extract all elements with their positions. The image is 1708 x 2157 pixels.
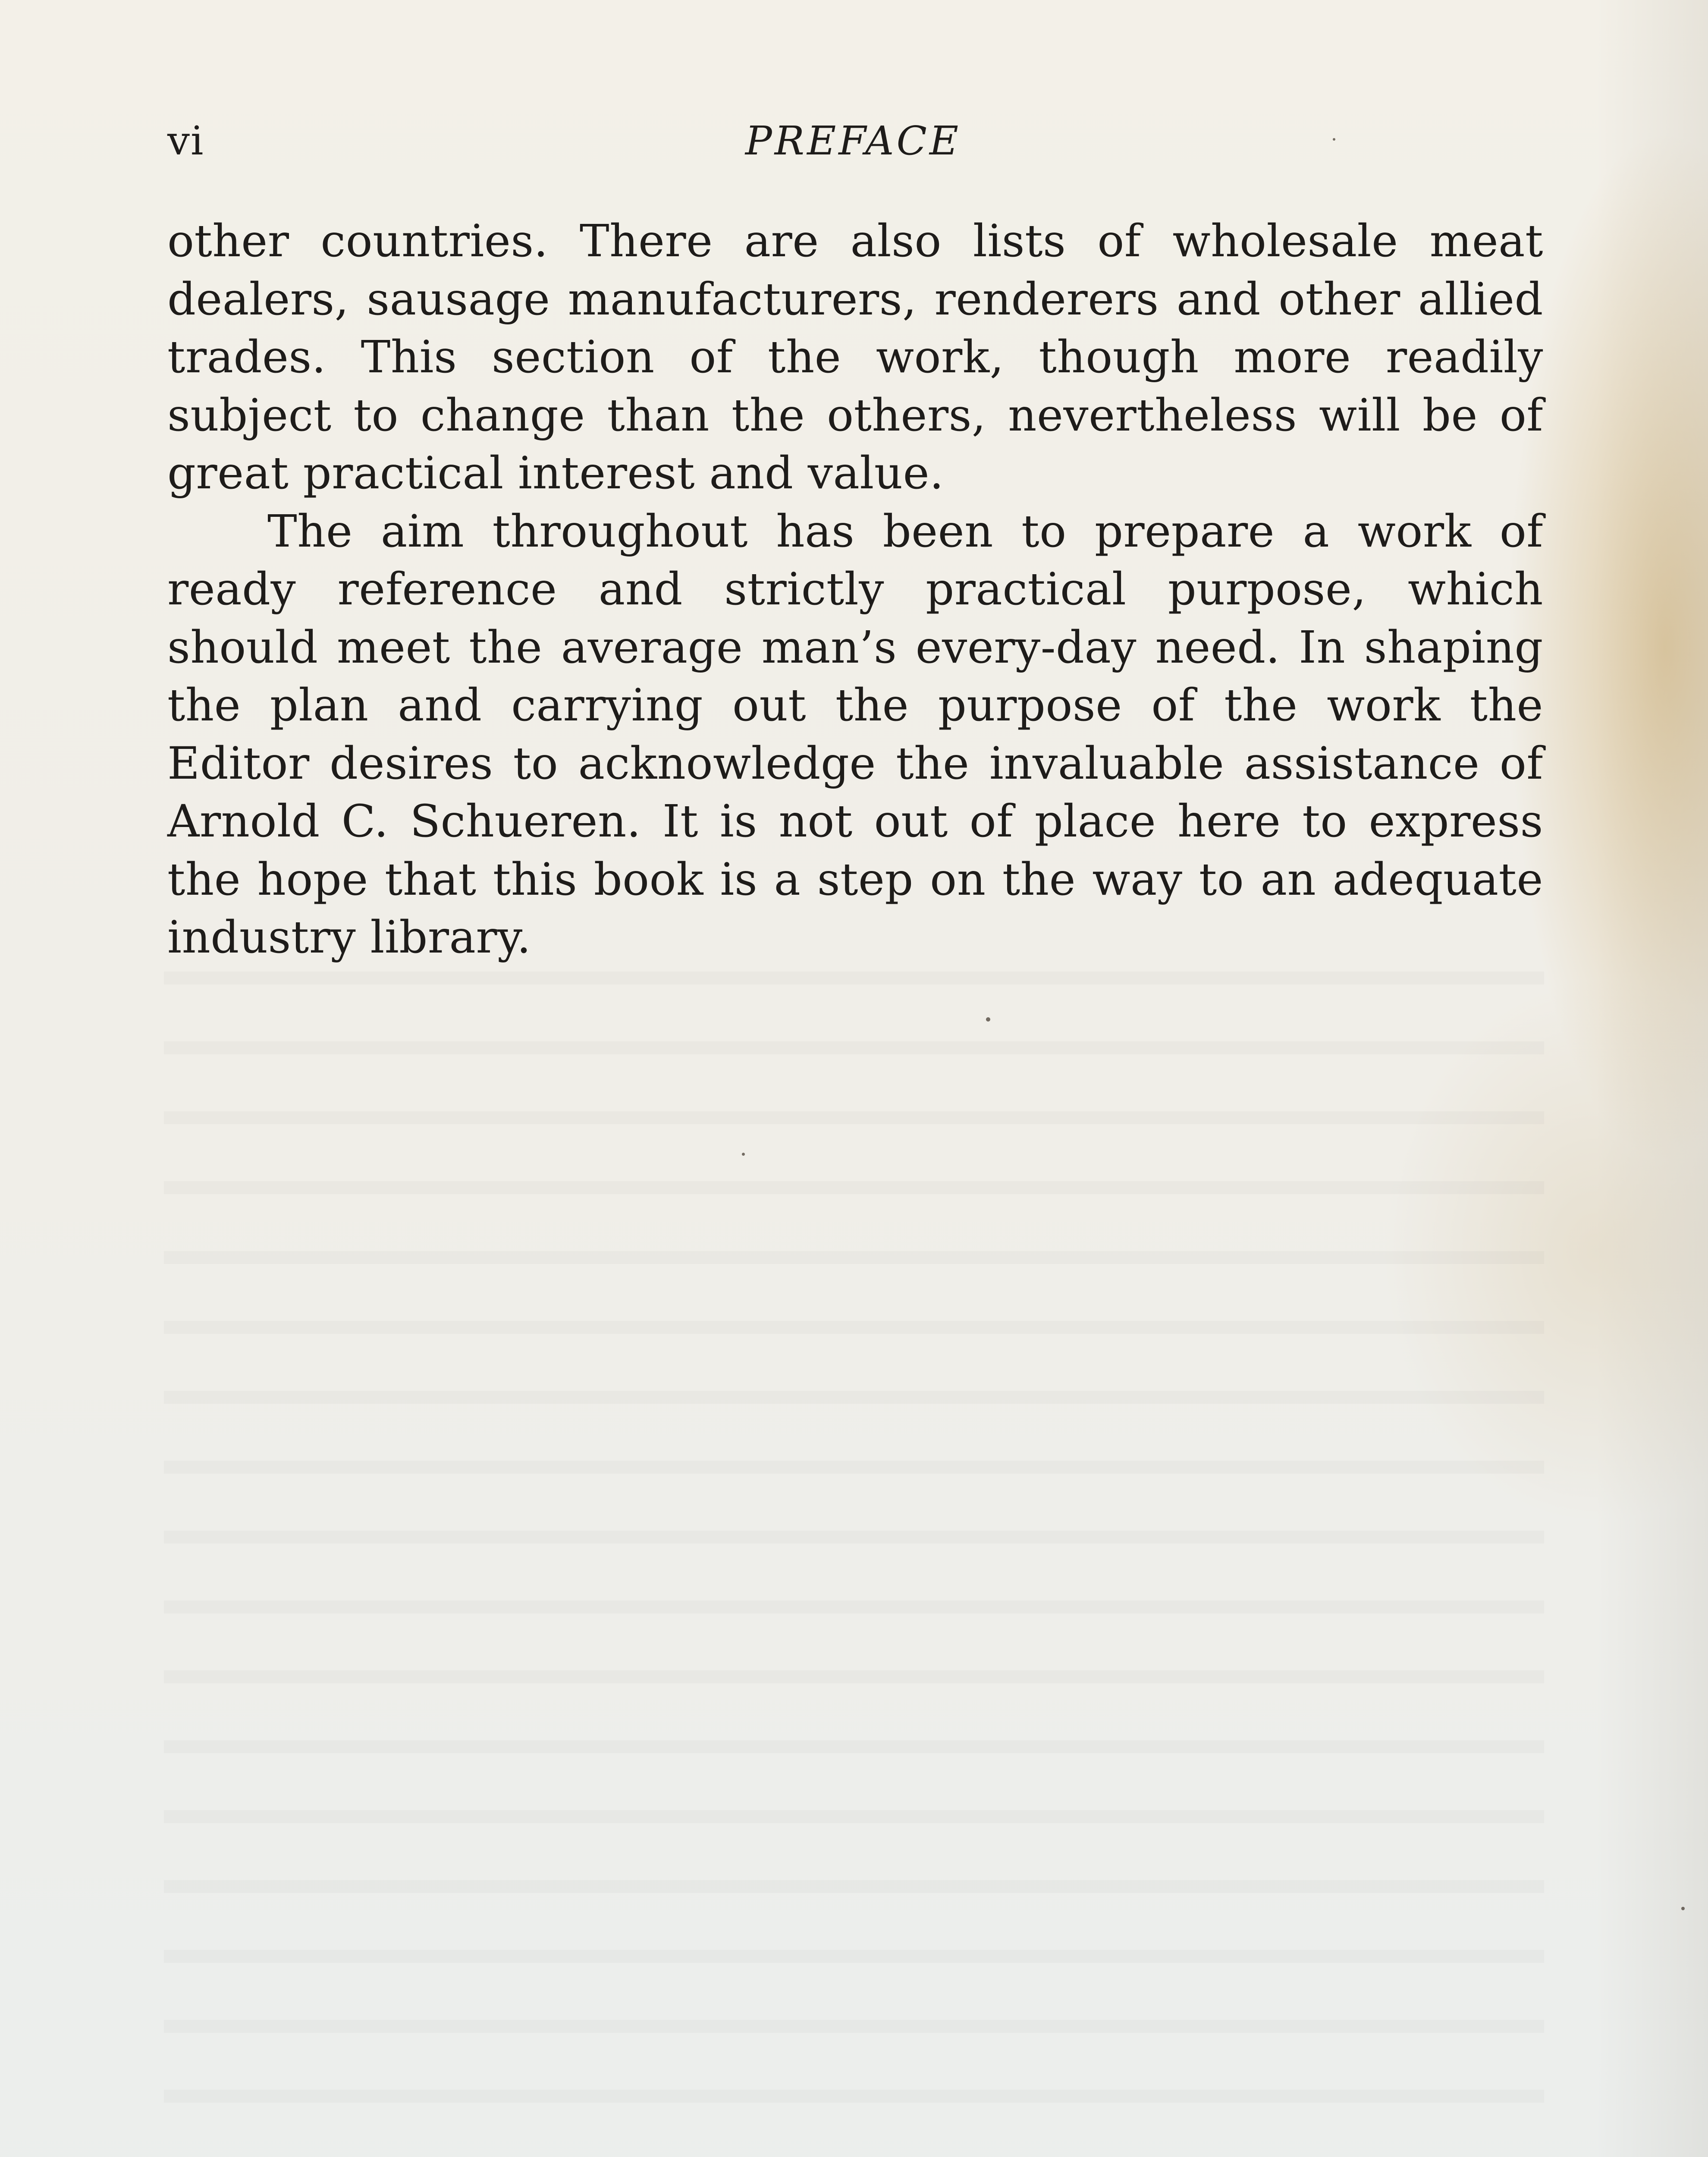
ink-speck bbox=[1333, 138, 1335, 141]
paragraph-2: The aim throughout has been to prepare a work of ready reference and strictly practical purpose, which should meet the average man’s every-day need. In shaping the plan and carrying out the purpose of the work the Editor desires to acknowledge the invaluable assistance of Arnold C. Schueren. It is not out of place here to express the hope that this book is a step on the way to an adequate industry library. bbox=[167, 505, 1543, 963]
ink-speck bbox=[742, 1153, 745, 1156]
running-head: PREFACE bbox=[745, 118, 961, 164]
ink-speck bbox=[1681, 1907, 1685, 1910]
body-text bbox=[167, 212, 1543, 967]
paragraph-1: other countries. There are also lists of wholesale meat dealers, sausage manufacturers, renderers and other allied trades. This section of the work, though more readily subject to change than the others, nevertheless will be of great practical interest and value. bbox=[167, 215, 1543, 499]
ink-speck bbox=[986, 1017, 990, 1022]
page-edge-shadow bbox=[1596, 0, 1708, 2157]
page-number: vi bbox=[167, 118, 204, 164]
show-through-text bbox=[164, 915, 1544, 2157]
page-header bbox=[167, 113, 1543, 169]
